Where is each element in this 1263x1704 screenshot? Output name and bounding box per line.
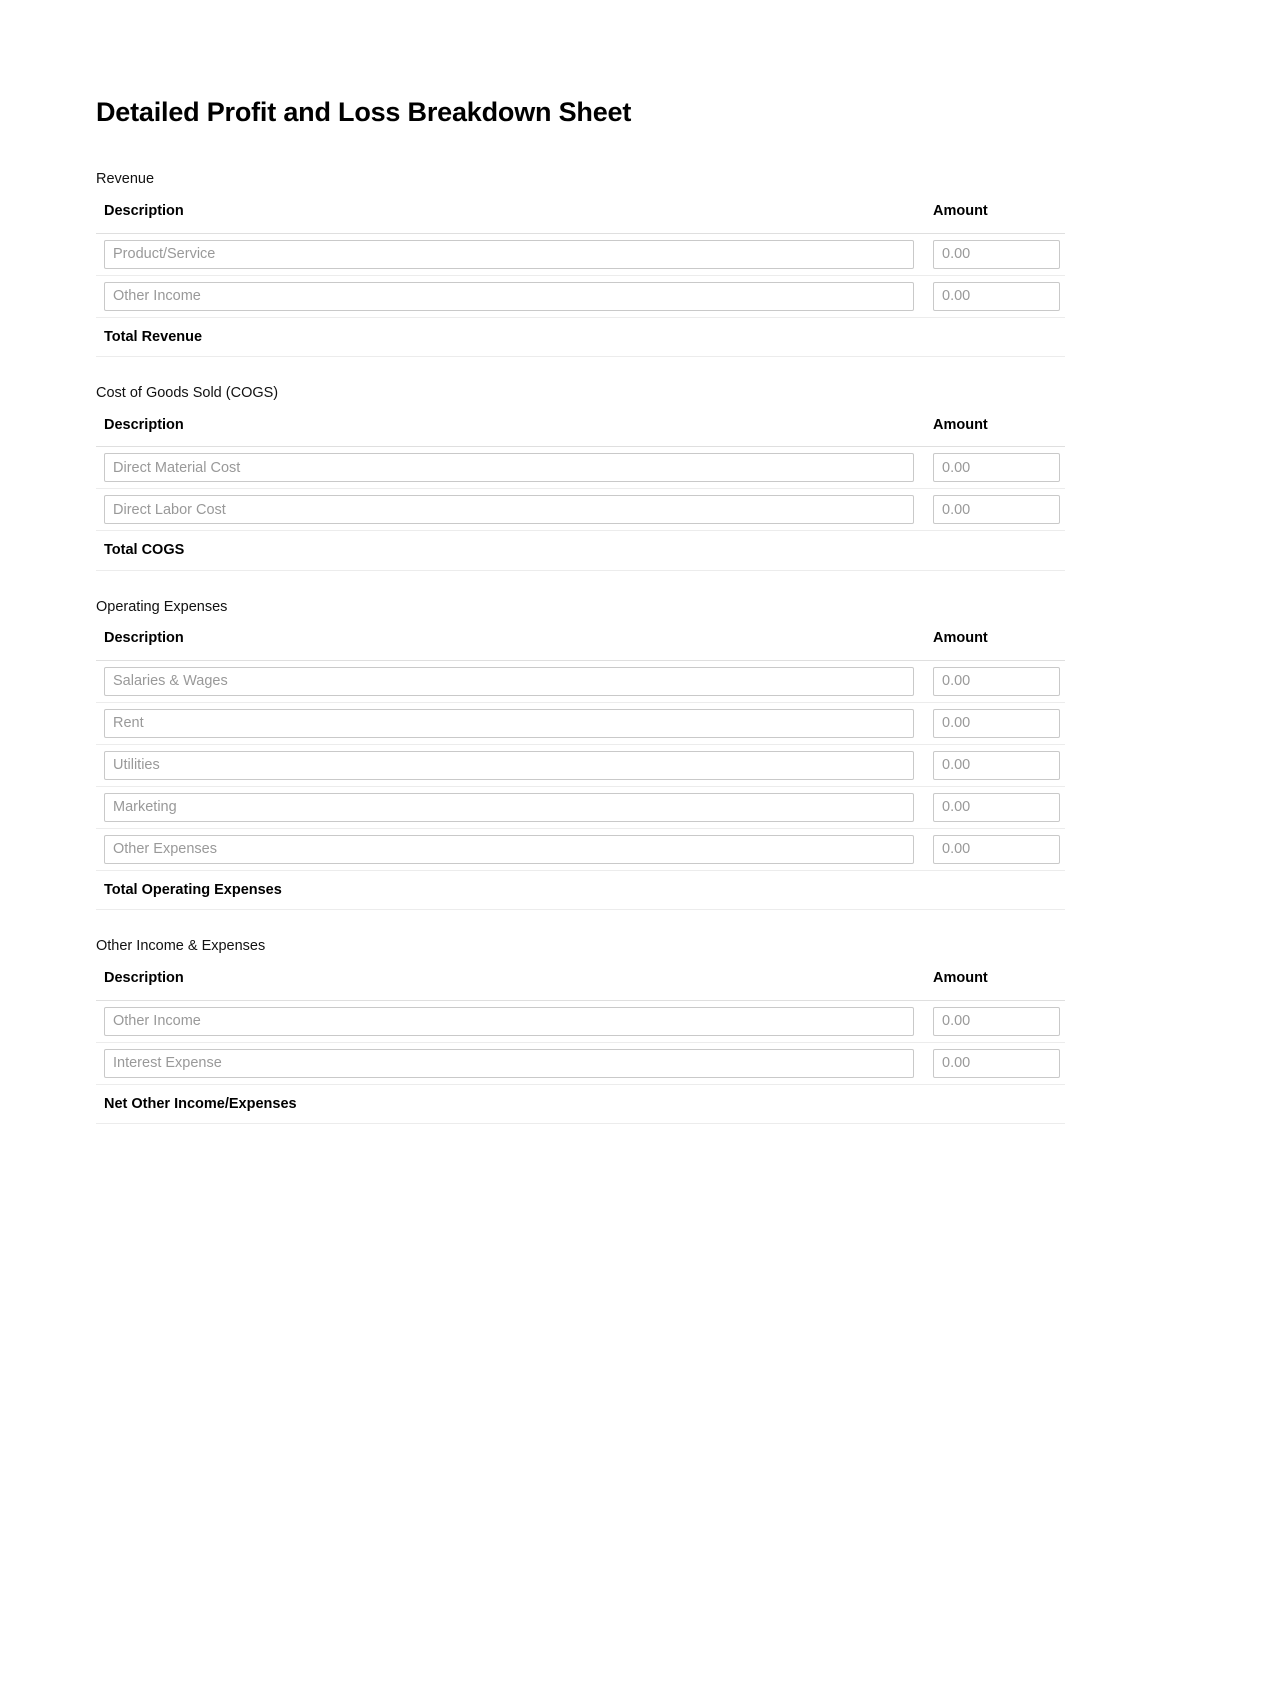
section-table [96,417,1065,571]
description-cell [96,786,931,828]
total-label-cell [96,1084,931,1123]
total-label-cell [96,317,931,356]
description-input[interactable] [104,751,914,780]
description-cell [96,233,931,275]
amount-cell [931,702,1065,744]
section-table [96,203,1065,357]
table-header-row [96,417,1065,447]
section [96,170,1065,357]
amount-cell [931,1042,1065,1084]
column-header-description: Description [96,970,931,1000]
page-title: Detailed Profit and Loss Breakdown Sheet [96,97,632,127]
description-input[interactable] [104,835,914,864]
section [96,598,1065,911]
table-row [96,702,1065,744]
section-total-row [96,531,1065,570]
section-label: Other Income & Expenses [96,938,266,955]
total-value-cell [931,1084,1065,1123]
table-row [96,828,1065,870]
sections-container [96,170,1065,1124]
amount-cell [931,744,1065,786]
amount-input[interactable] [933,709,1060,738]
column-header-description: Description [96,417,931,447]
table-header-row [96,970,1065,1000]
description-input[interactable] [104,453,914,482]
amount-input[interactable] [933,240,1060,269]
description-cell [96,1042,931,1084]
total-label: Total Operating Expenses [104,881,282,898]
amount-input[interactable] [933,282,1060,311]
amount-cell [931,828,1065,870]
column-header-amount: Amount [931,417,1065,447]
column-header-amount: Amount [931,630,1065,660]
amount-cell [931,786,1065,828]
table-row [96,275,1065,317]
section-total-row [96,317,1065,356]
section-label: Operating Expenses [96,598,228,615]
table-row [96,786,1065,828]
column-header-amount: Amount [931,970,1065,1000]
table-header-row [96,203,1065,233]
total-label: Total COGS [104,542,185,559]
description-cell [96,828,931,870]
amount-input[interactable] [933,1049,1060,1078]
amount-cell [931,1000,1065,1042]
description-input[interactable] [104,1049,914,1078]
table-row [96,744,1065,786]
column-header-description: Description [96,630,931,660]
amount-cell [931,660,1065,702]
table-row [96,1042,1065,1084]
section-table [96,970,1065,1124]
amount-cell [931,447,1065,489]
amount-cell [931,275,1065,317]
total-label: Total Revenue [104,328,203,345]
description-cell [96,447,931,489]
description-input[interactable] [104,282,914,311]
table-row [96,489,1065,531]
description-input[interactable] [104,1007,914,1036]
total-label-cell [96,531,931,570]
total-value-cell [931,870,1065,909]
amount-cell [931,233,1065,275]
description-cell [96,744,931,786]
description-input[interactable] [104,709,914,738]
amount-input[interactable] [933,495,1060,524]
description-cell [96,489,931,531]
total-value-cell [931,317,1065,356]
description-input[interactable] [104,793,914,822]
section [96,384,1065,571]
total-value-cell [931,531,1065,570]
table-header-row [96,630,1065,660]
section-total-row [96,1084,1065,1123]
description-input[interactable] [104,667,914,696]
table-row [96,447,1065,489]
column-header-amount: Amount [931,203,1065,233]
total-label-cell [96,870,931,909]
amount-input[interactable] [933,835,1060,864]
description-input[interactable] [104,495,914,524]
amount-input[interactable] [933,751,1060,780]
amount-input[interactable] [933,453,1060,482]
amount-cell [931,489,1065,531]
amount-input[interactable] [933,1007,1060,1036]
description-cell [96,702,931,744]
amount-input[interactable] [933,793,1060,822]
section-table [96,630,1065,910]
section-total-row [96,870,1065,909]
section [96,937,1065,1124]
column-header-description: Description [96,203,931,233]
table-row [96,1000,1065,1042]
section-label: Revenue [96,171,155,188]
table-row [96,233,1065,275]
description-cell [96,275,931,317]
description-cell [96,660,931,702]
total-label: Net Other Income/Expenses [104,1095,297,1112]
table-row [96,660,1065,702]
amount-input[interactable] [933,667,1060,696]
section-label: Cost of Goods Sold (COGS) [96,385,279,402]
description-cell [96,1000,931,1042]
description-input[interactable] [104,240,914,269]
